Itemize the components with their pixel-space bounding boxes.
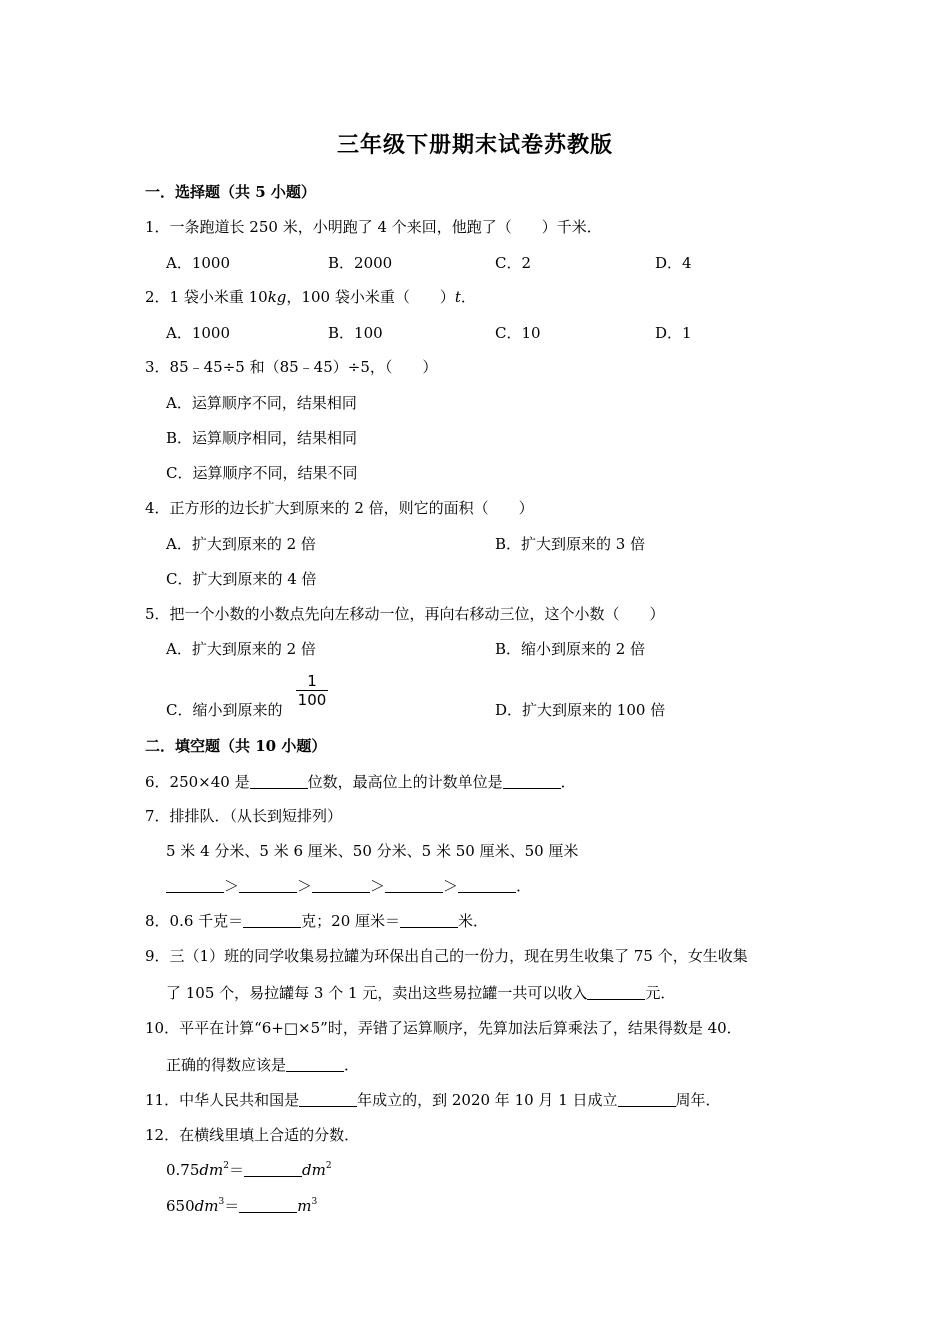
q12-line-1 [166, 1160, 332, 1180]
q12-l2-exp2: 3 [311, 1197, 318, 1207]
q12-l1-value: 0.75 [166, 1161, 200, 1179]
q12-l1-exp: 2 [223, 1161, 229, 1171]
q12-l2-eq: ＝ [224, 1197, 240, 1215]
fraction-numerator: 1 [307, 672, 317, 690]
q10-text-b: ． [344, 1056, 360, 1074]
answer-blank[interactable] [299, 1091, 357, 1107]
q12-l1-unit: dm [199, 1161, 224, 1179]
question-9-line2 [166, 983, 675, 1003]
q2-stem-b: ，100 袋小米重（ ） [286, 288, 455, 306]
question-10-line2 [166, 1055, 359, 1075]
answer-blank[interactable] [286, 1056, 344, 1072]
question-5-stem: 5．把一个小数的小数点先向左移动一位，再向右移动三位，这个小数（ ） [145, 605, 665, 623]
q8-text-b: 克；20 厘米＝ [301, 912, 401, 930]
gt-sign: ＞ [443, 877, 459, 895]
answer-blank[interactable] [244, 1161, 302, 1177]
gt-sign: ＞ [370, 877, 386, 895]
gt-sign: ＞ [224, 877, 240, 895]
q12-l1-exp2: 2 [325, 1161, 332, 1171]
answer-blank[interactable] [250, 773, 308, 789]
q12-l1-eq: ＝ [228, 1161, 244, 1179]
question-3-stem: 3．85﹣45÷5 和（85﹣45）÷5，（ ） [145, 358, 438, 376]
q5-option-c: C．缩小到原来的 [166, 701, 283, 719]
q2-stem-a: 2．1 袋小米重 10 [145, 288, 268, 306]
answer-blank[interactable] [243, 912, 301, 928]
q8-text-a: 8．0.6 千克＝ [145, 912, 244, 930]
q3-option-a: A．运算顺序不同，结果相同 [166, 394, 357, 412]
answer-blank[interactable] [239, 877, 297, 893]
question-10-line1: 10．平平在计算“6+□×5”时，弄错了运算顺序，先算加法后算乘法了，结果得数是 40． [145, 1019, 742, 1037]
question-6 [145, 772, 576, 792]
answer-blank[interactable] [618, 1091, 676, 1107]
q3-option-b: B．运算顺序相同，结果相同 [166, 429, 358, 447]
q1-option-b: B．2000 [328, 254, 393, 272]
answer-blank[interactable] [587, 984, 645, 1000]
q11-text-c: 周年． [675, 1091, 721, 1109]
q2-unit-kg: kg [267, 288, 287, 306]
q2-option-a: A．1000 [166, 324, 231, 342]
q4-option-b: B．扩大到原来的 3 倍 [495, 535, 646, 553]
section-heading-choice: 一．选择题（共 5 小题） [145, 183, 316, 201]
question-12-stem: 12．在横线里填上合适的分数． [145, 1126, 360, 1144]
q9-text-b: 元． [645, 984, 676, 1002]
q12-l2-unit: dm [194, 1197, 219, 1215]
q11-text-b: 年成立的，到 2020 年 10 月 1 日成立 [357, 1091, 618, 1109]
q12-l2-exp: 3 [218, 1197, 225, 1207]
question-1-stem: 1．一条跑道长 250 米，小明跑了 4 个来回，他跑了（ ）千米． [145, 218, 602, 236]
question-9-line1: 9．三（1）班的同学收集易拉罐为环保出自己的一份力，现在男生收集了 75 个，女生收集 [145, 947, 748, 965]
q7-items: 5 米 4 分米、5 米 6 厘米、50 分米、5 米 50 厘米、50 厘米 [166, 842, 579, 860]
q7-answer-line [166, 876, 531, 896]
question-7-stem: 7．排排队．（从长到短排列） [145, 807, 343, 825]
q1-option-c: C．2 [495, 254, 532, 272]
q9-text-a: 了 105 个，易拉罐每 3 个 1 元，卖出这些易拉罐一共可以收入 [166, 984, 588, 1002]
q3-option-c: C．运算顺序不同，结果不同 [166, 464, 358, 482]
q12-l1-unit2: dm [301, 1161, 326, 1179]
q6-text-b: 位数，最高位上的计数单位是 [307, 773, 503, 791]
q4-option-a: A．扩大到原来的 2 倍 [166, 535, 316, 553]
fraction-denominator: 100 [297, 691, 327, 709]
answer-blank[interactable] [312, 877, 370, 893]
q2-option-d: D．1 [655, 324, 692, 342]
answer-blank[interactable] [239, 1197, 297, 1213]
question-2-stem [145, 287, 476, 307]
q7-end: ． [516, 877, 532, 895]
q12-l2-unit2: m [297, 1197, 312, 1215]
gt-sign: ＞ [297, 877, 313, 895]
q8-text-c: 米． [458, 912, 489, 930]
q2-unit-t: t [454, 288, 461, 306]
answer-blank[interactable] [503, 773, 561, 789]
section-heading-fill: 二．填空题（共 10 小题） [145, 737, 327, 755]
q12-line-2 [166, 1196, 317, 1216]
q2-stem-c: ． [460, 288, 476, 306]
answer-blank[interactable] [400, 912, 458, 928]
q12-l2-value: 650 [166, 1197, 195, 1215]
q1-option-a: A．1000 [166, 254, 231, 272]
q11-text-a: 11．中华人民共和国是 [145, 1091, 300, 1109]
q6-text-c: ． [560, 773, 576, 791]
q4-option-c: C．扩大到原来的 4 倍 [166, 570, 317, 588]
q2-option-b: B．100 [328, 324, 383, 342]
q2-option-c: C．10 [495, 324, 541, 342]
q6-text-a: 6．250×40 是 [145, 773, 250, 791]
answer-blank[interactable] [458, 877, 516, 893]
q5-fraction [296, 673, 328, 708]
question-11 [145, 1090, 721, 1110]
page-title: 三年级下册期末试卷苏教版 [336, 132, 613, 158]
q10-text-a: 正确的得数应该是 [166, 1056, 287, 1074]
question-8 [145, 911, 488, 931]
answer-blank[interactable] [166, 877, 224, 893]
answer-blank[interactable] [385, 877, 443, 893]
q5-option-b: B．缩小到原来的 2 倍 [495, 640, 646, 658]
question-4-stem: 4．正方形的边长扩大到原来的 2 倍，则它的面积（ ） [145, 499, 534, 517]
q1-option-d: D．4 [655, 254, 692, 272]
q5-option-d: D．扩大到原来的 100 倍 [495, 701, 666, 719]
q5-option-a: A．扩大到原来的 2 倍 [166, 640, 316, 658]
